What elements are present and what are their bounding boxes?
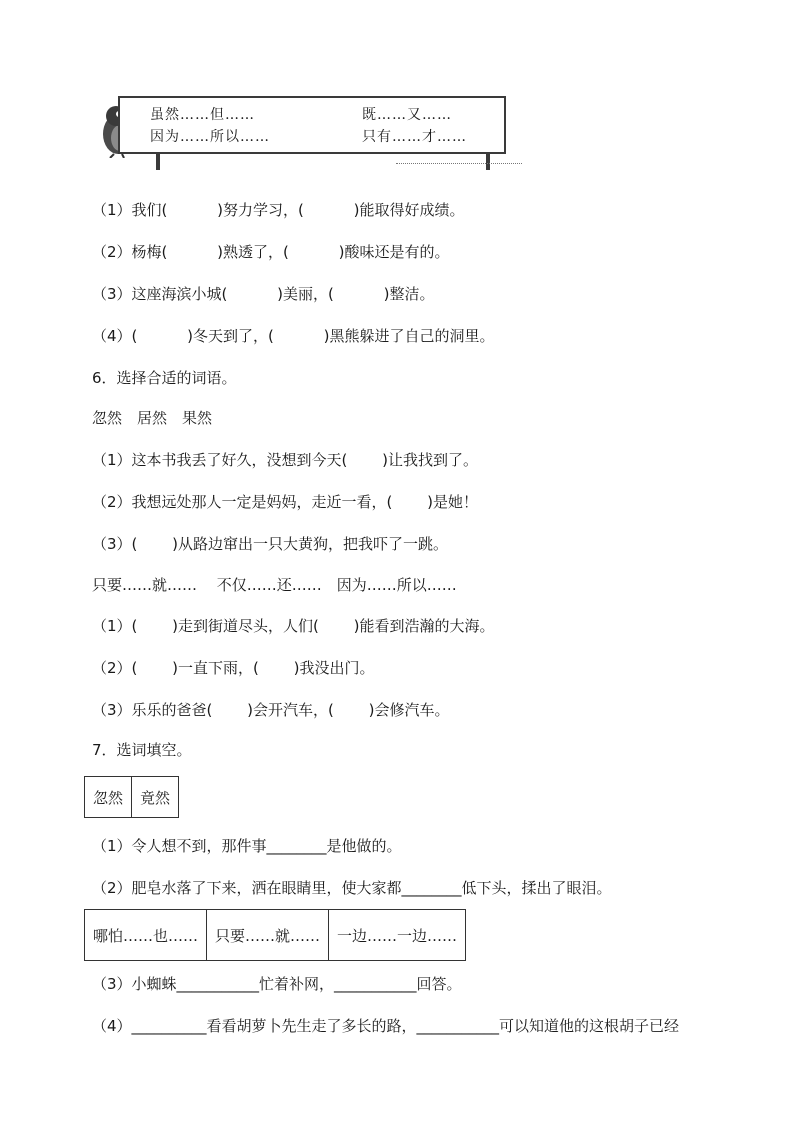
question-line: （1）( )走到街道尽头，人们( )能看到浩瀚的大海。: [92, 617, 495, 635]
word-option: 既……又……: [362, 107, 452, 123]
sign-post: [156, 152, 160, 170]
question-line: （2）肥皂水落了下来，洒在眼睛里，使大家都________低下头，揉出了眼泪。: [92, 879, 612, 897]
question-line: （4）__________看看胡萝卜先生走了多长的路，___________可以知道他的这根胡子已经: [92, 1017, 680, 1035]
word-box-illustration: [96, 88, 526, 178]
question-line: （1）令人想不到，那件事________是他做的。: [92, 837, 402, 855]
question-line: （4）( )冬天到了，( )黑熊躲进了自己的洞里。: [92, 327, 495, 345]
question-line: （3）这座海滨小城( )美丽，( )整洁。: [92, 285, 435, 303]
word-options: 只要……就…… 不仅……还…… 因为……所以……: [92, 576, 457, 594]
word-cell: 竟然: [132, 777, 179, 818]
question-heading: 7．选词填空。: [92, 741, 192, 759]
ground-line: [396, 163, 522, 170]
question-line: （1）这本书我丢了好久，没想到今天( )让我找到了。: [92, 451, 479, 469]
question-line: （3）( )从路边窜出一只大黄狗，把我吓了一跳。: [92, 535, 449, 553]
question-heading: 6．选择合适的词语。: [92, 369, 237, 387]
word-cell: 哪怕……也……: [85, 910, 207, 961]
question-line: （3）乐乐的爸爸( )会开汽车，( )会修汽车。: [92, 701, 450, 719]
question-line: （3）小蜘蛛___________忙着补网，___________回答。: [92, 975, 462, 993]
word-option: 因为……所以……: [150, 129, 270, 145]
word-sign: [118, 96, 506, 154]
question-line: （2）我想远处那人一定是妈妈，走近一看，( )是她！: [92, 493, 479, 511]
question-line: （2）杨梅( )熟透了，( )酸味还是有的。: [92, 243, 450, 261]
word-table: [84, 909, 466, 961]
word-table: [84, 776, 179, 818]
word-options: 忽然 居然 果然: [92, 409, 213, 427]
question-line: （2）( )一直下雨，( )我没出门。: [92, 659, 375, 677]
word-cell: 只要……就……: [207, 910, 329, 961]
question-line: （1）我们( )努力学习，( )能取得好成绩。: [92, 201, 465, 219]
word-cell: 一边……一边……: [329, 910, 466, 961]
word-cell: 忽然: [85, 777, 132, 818]
word-option: 虽然……但……: [150, 107, 255, 123]
word-option: 只有……才……: [362, 129, 467, 145]
